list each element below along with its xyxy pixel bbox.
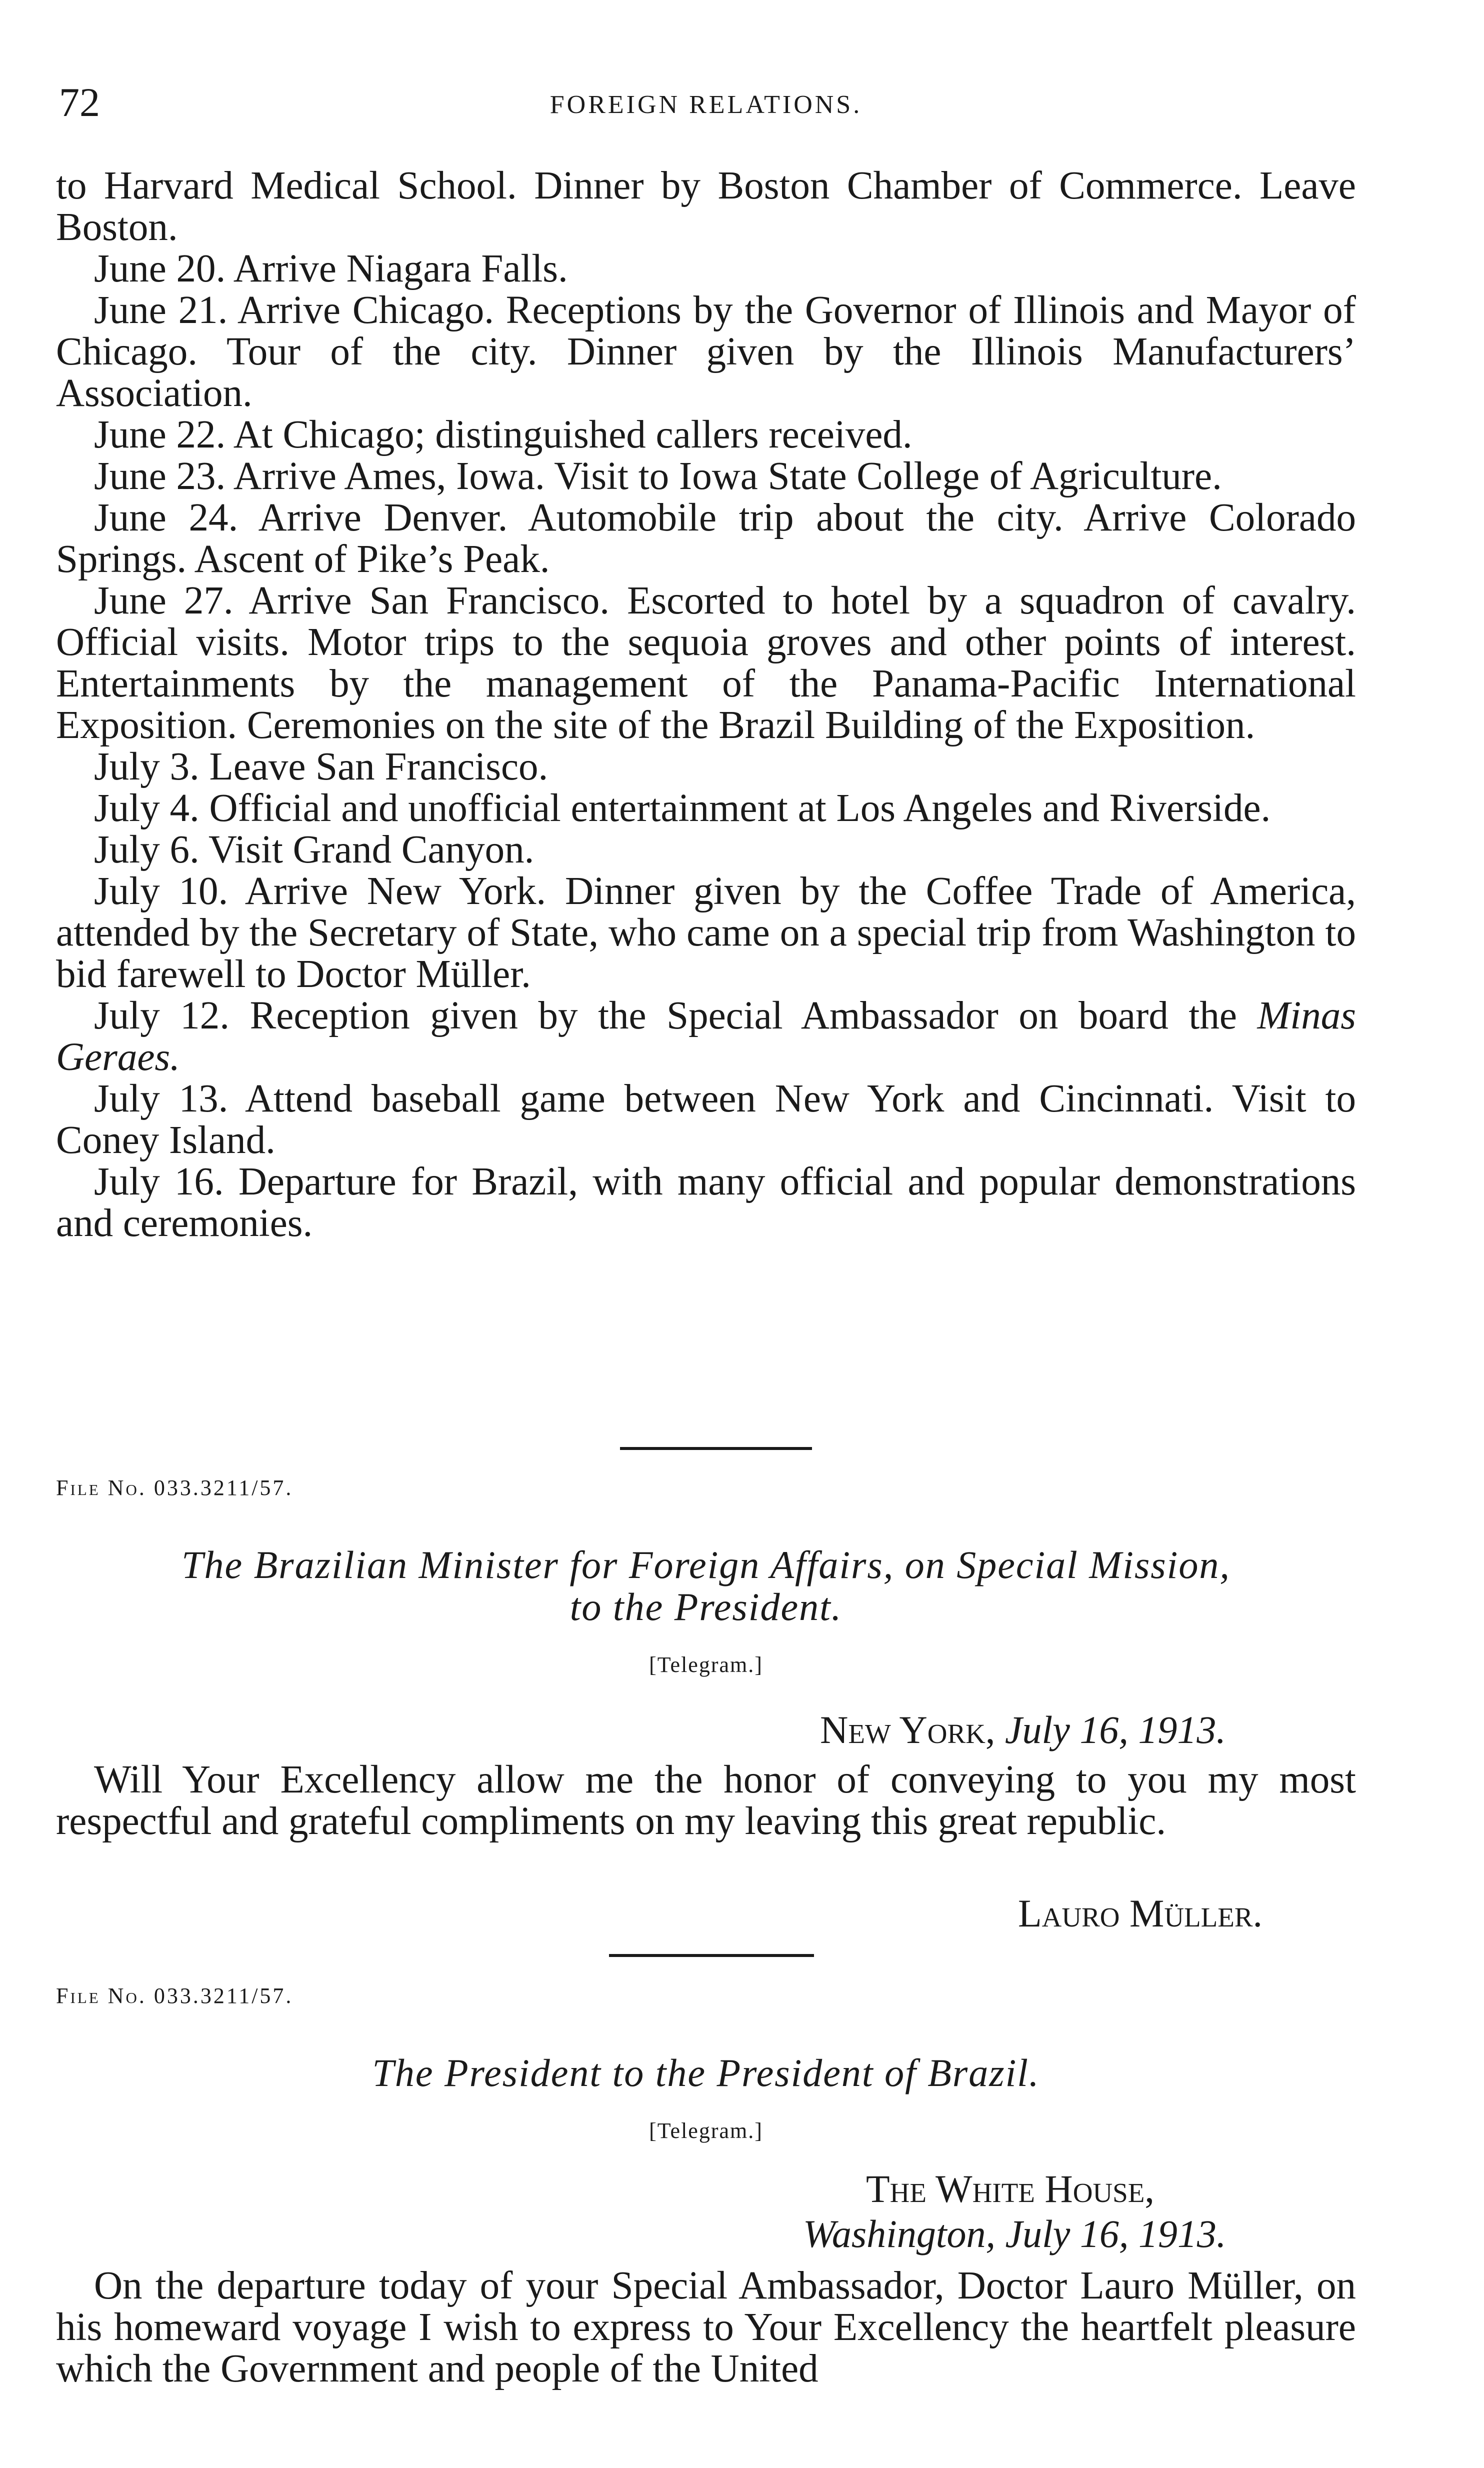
heading-line: The Brazilian Minister for Foreign Affairs, on Special Mission, [182, 1543, 1230, 1586]
itinerary-text-run: July 12. Reception given by the Special Ambassador on board the [94, 994, 1237, 1038]
page-header [56, 75, 1356, 130]
itinerary-paragraph: July 6. Visit Grand Canyon. [94, 828, 534, 872]
document-heading: The President to the President of Brazil. [372, 2051, 1040, 2094]
telegram-label: [Telegram.] [649, 2118, 763, 2143]
section-divider [609, 1954, 814, 1957]
itinerary-paragraph [56, 995, 1356, 1078]
file-number: File No. 033.3211/57. [56, 1476, 294, 1500]
page-number: 72 [59, 80, 100, 125]
itinerary-paragraph: July 16. Departure for Brazil, with many official and popular demonstrations and ceremonies. [56, 1160, 1356, 1245]
itinerary-paragraph: to Harvard Medical School. Dinner by Boston Chamber of Commerce. Leave Boston. [56, 164, 1356, 249]
dateline-line: Washington, July 16, 1913. [803, 2212, 1226, 2256]
section-divider [620, 1447, 812, 1450]
dateline-place: New York, [820, 1708, 996, 1752]
heading-line: to the President. [570, 1585, 842, 1628]
itinerary-paragraph: June 22. At Chicago; distinguished callers received. [94, 413, 912, 456]
itinerary-text [56, 165, 1356, 1244]
ship-name: Minas Geraes. [56, 994, 1356, 1079]
itinerary-paragraph: July 3. Leave San Francisco. [94, 745, 548, 788]
itinerary-paragraph: June 23. Arrive Ames, Iowa. Visit to Iowa State College of Agriculture. [94, 454, 1222, 498]
itinerary-paragraph: June 27. Arrive San Francisco. Escorted to hotel by a squadron of cavalry. Official visits. Motor trips to the sequoia groves and other points of interest. Entertainments by the management of the Panama-Pacific International Exposition. Ceremonies on the site of the Brazil Building of the Exposition. [56, 579, 1356, 747]
itinerary-paragraph: June 24. Arrive Denver. Automobile trip about the city. Arrive Colorado Springs. Ascent of Pike’s Peak. [56, 496, 1356, 581]
telegram-body [56, 1759, 1356, 1842]
telegram-body [56, 2265, 1356, 2390]
itinerary-paragraph: July 13. Attend baseball game between New York and Cincinnati. Visit to Coney Island. [56, 1077, 1356, 1162]
telegram-label: [Telegram.] [649, 1652, 763, 1677]
itinerary-paragraph: July 10. Arrive New York. Dinner given by the Coffee Trade of America, attended by the Secretary of State, who came on a special trip from Washington to bid farewell to Doctor Müller. [56, 870, 1356, 996]
dateline-line: The White House, [866, 2167, 1154, 2210]
letter-paragraph: Will Your Excellency allow me the honor of conveying to you my most respectful and grateful compliments on my leaving this great republic. [56, 1758, 1356, 1843]
running-head: FOREIGN RELATIONS. [550, 90, 862, 119]
signature: Lauro Müller. [1018, 1892, 1263, 1935]
dateline [820, 1709, 1226, 1751]
document-heading [56, 1544, 1356, 1628]
itinerary-paragraph: June 21. Arrive Chicago. Receptions by the Governor of Illinois and Mayor of Chicago. Tour of the city. Dinner given by the Illinois Manufacturers’ Association. [56, 288, 1356, 415]
dateline-date: July 16, 1913. [1004, 1708, 1226, 1752]
itinerary-paragraph: June 20. Arrive Niagara Falls. [94, 247, 568, 290]
letter-paragraph: On the departure today of your Special Ambassador, Doctor Lauro Müller, on his homeward voyage I wish to express to Your Excellency the heartfelt pleasure which the Government and people of the United [56, 2264, 1356, 2390]
file-number: File No. 033.3211/57. [56, 1984, 294, 2008]
itinerary-paragraph: July 4. Official and unofficial entertainment at Los Angeles and Riverside. [94, 786, 1271, 830]
